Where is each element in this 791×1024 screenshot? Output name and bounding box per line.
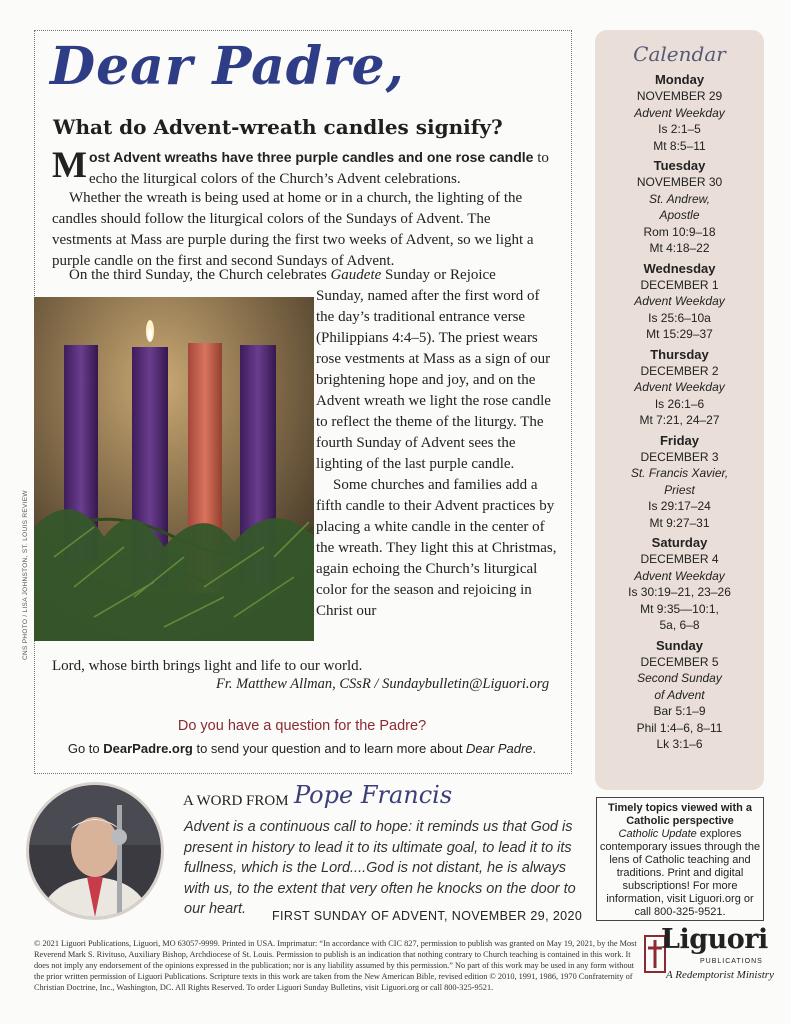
calendar-entry-line: Is 2:1–5 — [658, 122, 701, 136]
calendar-entry-line: 5a, 6–8 — [659, 618, 700, 632]
article-wrap-text: Sunday, named after the first word of the day’s traditional entrance verse (Philippians 4:4–5). The priest wears rose vestments at Mass as a sign of our brightening hope and joy, and on the Advent wreath we light the rose candle to reflect the theme of the liturgy. The fourth Sunday of Advent sees the lighting of the last purple candle. Some churches and families add a fifth candle to their Advent practices by placing a white candle in the center of the wreath. They light this at Christmas, again echoing the Church’s liturgical color for the season and rejoicing in Christ our — [316, 288, 557, 619]
calendar-day-wednesday: Wednesday — [643, 260, 716, 276]
calendar-entry-line: Mt 15:29–37 — [646, 327, 713, 341]
calendar-entry-line: Phil 1:4–6, 8–11 — [636, 720, 723, 735]
calendar-entry-line: Second Sunday — [637, 671, 722, 685]
cta-text: Go to DearPadre.org to send your question and to learn more about Dear Padre. — [67, 741, 537, 756]
calendar-day-thursday: Thursday — [650, 346, 709, 362]
calendar-entry-line: Mt 9:27–31 — [649, 515, 710, 530]
logo-wordmark: Liguori — [661, 924, 768, 955]
calendar-entry-line: DECEMBER 1 — [640, 277, 719, 292]
calendar-entry-line: Rom 10:9–18 — [643, 224, 716, 239]
update-body: Catholic Update explores contemporary issues through the lens of Catholic teaching and traditions. Print and digital subscriptions! For more information, visit Liguori.org or call 800-325-9521. — [599, 828, 761, 918]
calendar-day-monday: Monday — [654, 72, 705, 87]
calendar-entry-line: DECEMBER 5 — [640, 654, 719, 669]
calendar-entry-line: Bar 5:1–9 — [653, 704, 706, 718]
calendar-entry-line: Mt 4:18–22 — [649, 241, 710, 255]
calendar-days — [595, 71, 764, 753]
calendar-entry-line: DECEMBER 3 — [640, 449, 719, 464]
calendar-entry-line: St. Francis Xavier, — [630, 466, 729, 480]
article-closing-line: Lord, whose birth brings light and life to our world. — [52, 658, 363, 674]
photo-credit: CNS PHOTO / LISA JOHNSTON, ST. LOUIS REVIEW — [22, 490, 29, 660]
advent-wreath-photo — [34, 297, 314, 641]
calendar-entry-line: Advent Weekday — [634, 294, 725, 308]
calendar-day-sunday: Sunday — [656, 637, 703, 653]
article-lead: ost Advent wreaths have three purple candles and one rose candle — [88, 149, 534, 165]
calendar-entry-line: Advent Weekday — [634, 568, 725, 583]
quote-source: FIRST SUNDAY OF ADVENT, NOVEMBER 29, 2020 — [272, 909, 583, 923]
catholic-update-box — [596, 797, 764, 921]
calendar-entry-line: Is 26:1–6 — [654, 396, 705, 411]
calendar-entry-line: Mt 8:5–11 — [653, 138, 706, 153]
calendar-entry-line: Is 29:17–24 — [648, 499, 711, 513]
calendar-entry-line: St. Andrew, — [649, 191, 710, 206]
calendar-entry-line: Mt 7:21, 24–27 — [639, 413, 720, 427]
page-title: Dear Padre, — [50, 36, 405, 97]
calendar-entry-line: of Advent — [654, 687, 705, 702]
logo-tagline: A Redemptorist Ministry — [666, 969, 774, 981]
calendar-entry-line: NOVEMBER 30 — [636, 175, 723, 189]
calendar-entry-line: Advent Weekday — [634, 380, 725, 394]
update-heading: Timely topics viewed with a Catholic perspective — [607, 802, 753, 827]
calendar-entry-line: Lk 3:1–6 — [656, 737, 703, 751]
calendar-day-friday: Friday — [659, 432, 699, 448]
word-from-label: A WORD FROM — [183, 793, 289, 809]
article-paragraph-3: On the third Sunday, the Church celebrates Gaudete Sunday or Rejoice — [69, 267, 496, 283]
calendar-entry-line: Mt 9:35—10:1, — [640, 601, 719, 616]
calendar-day-saturday: Saturday — [651, 535, 708, 550]
calendar-entry-line: DECEMBER 4 — [640, 552, 719, 566]
article-paragraph-1: Most Advent wreaths have three purple candles and one rose candle to echo the liturgical colors of the Church’s Advent celebrations. — [52, 145, 549, 187]
calendar-title: Calendar — [633, 42, 726, 66]
pope-quote: Advent is a continuous call to hope: it reminds us that God is present in history to lead it to its ultimate goal, to lead it to its fullness, which is the Lord....God is not distant, he is always with us, to the extent that very often he knocks on the door to our heart. — [184, 819, 576, 917]
pope-name: Pope Francis — [294, 781, 453, 809]
calendar-entry-line: DECEMBER 2 — [640, 363, 719, 378]
article-question: What do Advent-wreath candles signify? — [53, 115, 503, 139]
calendar-day-tuesday: Tuesday — [653, 158, 706, 173]
calendar-entry-line: Is 30:19–21, 23–26 — [628, 585, 731, 599]
dearpadre-link[interactable]: DearPadre.org — [103, 741, 193, 756]
article-paragraph-2: Whether the wreath is being used at home or in a church, the lighting of the candles should follow the liturgical colors of the Sundays of Advent. The vestments at Mass are purple during the first two weeks of Advent, so we light a purple candle on the first and second Sundays of Advent. — [52, 190, 534, 269]
logo-publications: PUBLICATIONS — [700, 958, 763, 965]
calendar-entry-line: Apostle — [659, 208, 700, 222]
calendar-entry-line: Priest — [664, 482, 695, 497]
copyright-notice: © 2021 Liguori Publications, Liguori, MO 63057-9999. Printed in USA. Imprimatur: “In accordance with CIC 827, permission to publish was granted on May 19, 2021, by the Most Reverend Mark S. Rivituso, Auxiliary Bishop, Archdiocese of St. Louis. Permission to publish is an indication that nothing contrary to Church teaching is contained in this work. It does not imply any endorsement of the opinions expressed in the publication; nor is any liability assumed by this permission.” No part of this work may be used in any form without the prior written permission of Liguori Publications. Scripture texts in this work are taken from the New American Bible, revised edition © 2010, 1991, 1986, 1970 Confraternity of Christian Doctrine, Inc., Washington, DC. All Rights Reserved. To order Liguori Sunday Bulletins, visit Liguori.org or call 800-325-9521. — [34, 939, 637, 992]
calendar-panel — [595, 30, 764, 790]
calendar-entry-line: Is 25:6–10a — [648, 310, 711, 325]
article-signature: Fr. Matthew Allman, CSsR / Sundaybulletin@Liguori.org — [216, 676, 550, 692]
calendar-entry-line: Advent Weekday — [634, 105, 725, 120]
drop-cap: M — [52, 145, 87, 186]
pope-francis-photo — [26, 782, 164, 920]
calendar-entry-line: NOVEMBER 29 — [636, 89, 723, 103]
cta-question: Do you have a question for the Padre? — [177, 718, 427, 734]
